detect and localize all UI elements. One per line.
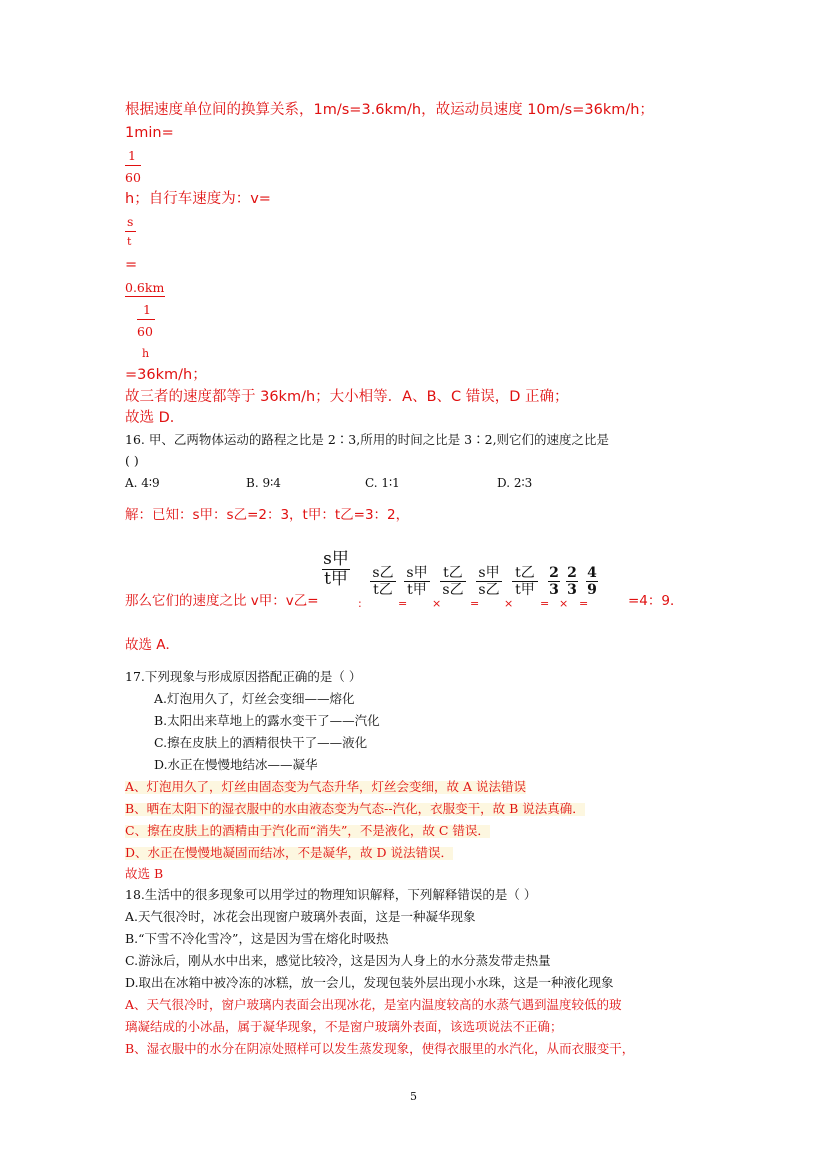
- q18-explain-a2: 璃凝结成的小冰晶，属于凝华现象，不是窗户玻璃外表面，该选项说法不正确；: [125, 1019, 563, 1034]
- q16-option-b: B. 9∶4: [246, 476, 281, 490]
- q18-explain-b: B、湿衣服中的水分在阴凉处照样可以发生蒸发现象，使得衣服里的水汽化，从而衣服变干，: [125, 1041, 635, 1056]
- ratio-frac-4: [476, 565, 502, 598]
- ratio-frac-7-den: 3: [567, 582, 577, 598]
- q17-option-b: B.太阳出来草地上的露水变干了——汽化: [154, 713, 380, 728]
- fraction-4-bar: [137, 319, 155, 320]
- fraction-4-unit: h: [142, 347, 150, 360]
- q18-option-d: D.取出在冰箱中被冷冻的冰糕，放一会儿，发现包装外层出现小水珠，这是一种液化现象: [125, 975, 614, 990]
- ratio-frac-0: [322, 550, 350, 589]
- q16-paren: ( ): [125, 453, 139, 468]
- ratio-frac-3-den: s乙: [442, 582, 464, 598]
- ratio-frac-3: [440, 565, 466, 598]
- q18-option-c: C.游泳后，刚从水中出来，感觉比较冷，这是因为人身上的水分蒸发带走热量: [125, 953, 551, 968]
- ratio-frac-3-num: t乙: [443, 565, 463, 581]
- q17-option-a: A.灯泡用久了，灯丝会变细——熔化: [154, 691, 355, 706]
- fraction-2-denominator: t: [127, 235, 132, 248]
- sol15-equals: =: [125, 257, 138, 273]
- fraction-1-bar: [125, 165, 141, 166]
- ratio-frac-8-num: 4: [587, 565, 597, 581]
- q17-option-c: C.擦在皮肤上的酒精很快干了——液化: [154, 735, 368, 750]
- sol15-line6: 故选 D．: [125, 410, 185, 426]
- ratio-frac-6-den: 3: [549, 582, 559, 598]
- fraction-3-bar: [125, 296, 165, 297]
- fraction-2-bar: [125, 231, 136, 232]
- q16-option-d: D. 2∶3: [497, 476, 533, 490]
- fraction-4-numerator: 1: [143, 302, 151, 317]
- ratio-frac-6: [548, 565, 560, 598]
- ratio-op-4: ×: [504, 597, 514, 610]
- sol15-line3: h；自行车速度为：v=: [125, 191, 271, 207]
- ratio-frac-8-den: 9: [587, 582, 597, 598]
- q17-explain-c: C、擦在皮肤上的酒精由于汽化而“消失”，不是液化，故 C 错误．: [125, 823, 490, 838]
- q17-explain-d: D、水正在慢慢地凝固而结冰，不是凝华，故 D 说法错误．: [125, 845, 453, 860]
- ratio-frac-7: [566, 565, 578, 598]
- ratio-frac-1-num: s乙: [372, 565, 394, 581]
- ratio-frac-5-den: t甲: [515, 582, 535, 598]
- fraction-1-numerator: 1: [128, 148, 136, 163]
- q16-answer: 故选 A．: [125, 637, 180, 653]
- ratio-op-1: =: [398, 597, 408, 610]
- q18-stem: 18.生活中的很多现象可以用学过的物理知识解释，下列解释错误的是（ ）: [125, 887, 537, 902]
- q16-ratio-suffix: =4：9．: [628, 593, 684, 609]
- ratio-op-3: =: [470, 597, 480, 610]
- ratio-frac-2-num: s甲: [406, 565, 428, 581]
- ratio-op-6: ×: [559, 597, 569, 610]
- q16-option-c: C. 1∶1: [365, 476, 400, 490]
- q18-option-b: B.“下雪不冷化雪冷”，这是因为雪在熔化时吸热: [125, 931, 389, 946]
- q18-option-a: A.天气很冷时，冰花会出现窗户玻璃外表面，这是一种凝华现象: [125, 909, 476, 924]
- q18-explain-a1: A、天气很冷时，窗户玻璃内表面会出现冰花，是室内温度较高的水蒸气遇到温度较低的玻: [125, 997, 622, 1012]
- ratio-frac-7-num: 2: [567, 565, 577, 581]
- ratio-op-2: ×: [432, 597, 442, 610]
- ratio-frac-1: [370, 565, 396, 598]
- ratio-op-7: =: [579, 597, 589, 610]
- ratio-frac-0-den: t甲: [324, 569, 348, 589]
- sol15-line4: =36km/h；: [125, 367, 207, 383]
- q17-explain-b: B、晒在太阳下的湿衣服中的水由液态变为气态--汽化，衣服变干，故 B 说法真确．: [125, 801, 585, 816]
- ratio-frac-2: [404, 565, 430, 598]
- ratio-frac-5-num: t乙: [515, 565, 535, 581]
- fraction-2-numerator: s: [127, 214, 134, 229]
- fraction-3-numerator: 0.6km: [125, 280, 165, 295]
- sol15-line2: 1min=: [125, 125, 174, 141]
- q17-explain-a: A、灯泡用久了，灯丝由固态变为气态升华，灯丝会变细，故 A 说法错误: [125, 779, 527, 794]
- ratio-op-0: :: [358, 597, 362, 610]
- ratio-frac-4-den: s乙: [478, 582, 500, 598]
- page-number: 5: [410, 1090, 417, 1103]
- q17-option-d: D.水正在慢慢地结冰——凝华: [154, 757, 318, 772]
- q16-stem: 16. 甲、乙两物体运动的路程之比是 2∶3,所用的时间之比是 3∶2,则它们的速度之比是: [125, 432, 610, 447]
- ratio-frac-0-num: s甲: [323, 549, 349, 569]
- ratio-frac-6-num: 2: [549, 565, 559, 581]
- ratio-frac-4-num: s甲: [478, 565, 500, 581]
- ratio-op-5: =: [540, 597, 550, 610]
- ratio-frac-8: [586, 565, 598, 598]
- ratio-frac-5: [512, 565, 538, 598]
- fraction-1-denominator: 60: [125, 170, 141, 185]
- q17-stem: 17.下列现象与形成原因搭配正确的是（ ）: [125, 669, 362, 684]
- ratio-frac-1-den: t乙: [373, 582, 393, 598]
- sol15-line5: 故三者的速度都等于 36km/h；大小相等．A、B、C 错误，D 正确；: [125, 389, 569, 405]
- q16-known: 解：已知：s甲：s乙=2：3，t甲：t乙=3：2，: [125, 507, 410, 523]
- fraction-4-denominator: 60: [137, 324, 153, 339]
- q16-option-a: A. 4∶9: [125, 476, 160, 490]
- q16-ratio-prefix: 那么它们的速度之比 v甲：v乙=: [125, 593, 319, 609]
- sol15-line1: 根据速度单位间的换算关系，1m/s=3.6km/h，故运动员速度 10m/s=36km/h；: [125, 102, 654, 118]
- q17-answer: 故选 B: [125, 866, 164, 881]
- ratio-frac-2-den: t甲: [407, 582, 427, 598]
